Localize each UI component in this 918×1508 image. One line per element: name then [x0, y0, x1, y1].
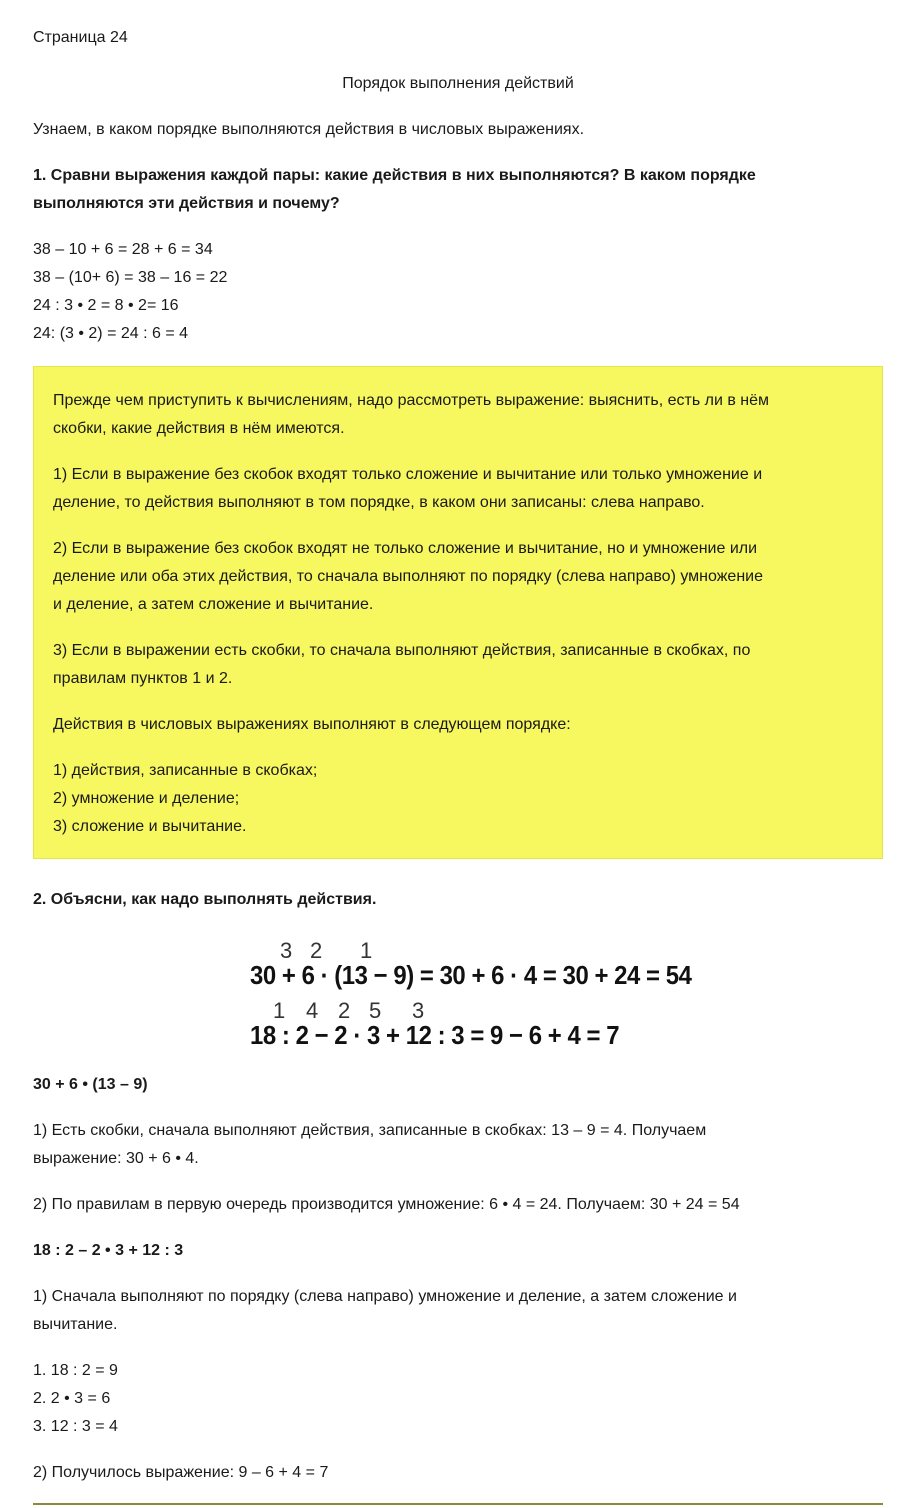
example1-step1: [33, 1117, 883, 1173]
order-number: 1: [273, 998, 286, 1023]
order-number: 4: [306, 998, 319, 1023]
rule-line: деление или оба этих действия, то сначала выполняют по порядку (слева направо) умножение: [53, 568, 763, 585]
expression-line: 24 : 3 • 2 = 8 • 2= 16: [33, 297, 179, 314]
bottom-divider: [33, 1503, 883, 1505]
example1-heading: 30 + 6 • (13 – 9): [33, 1076, 148, 1093]
order-item: 2) умножение и деление;: [53, 790, 240, 807]
order-number: 2: [338, 998, 351, 1023]
rule-line: деление, то действия выполняют в том порядке, в каком они записаны: слева направо.: [53, 494, 705, 511]
page-title: Порядок выполнения действий: [342, 75, 574, 92]
example2-heading: 18 : 2 – 2 • 3 + 12 : 3: [33, 1242, 184, 1259]
page-label: Страница 24: [33, 29, 128, 46]
expression-line: 24: (3 • 2) = 24 : 6 = 4: [33, 325, 189, 342]
order-item: 3) сложение и вычитание.: [53, 818, 247, 835]
rule-line: 2) Если в выражение без скобок входят не только сложение и вычитание, но и умножение или: [53, 540, 758, 557]
order-item: 1) действия, записанные в скобках;: [53, 762, 318, 779]
calc-line: 2. 2 • 3 = 6: [33, 1390, 111, 1407]
order-number: 3: [412, 998, 425, 1023]
order-number: 5: [369, 998, 382, 1023]
rule-line: правилам пунктов 1 и 2.: [53, 670, 233, 687]
rule-line: Действия в числовых выражениях выполняют в следующем порядке:: [53, 716, 571, 733]
math-expression-1: 30 + 6 · (13 − 9) = 30 + 6 · 4 = 30 + 24 = 54: [250, 960, 692, 990]
expression-line: 38 – (10+ 6) = 38 – 16 = 22: [33, 269, 228, 286]
rule-line: 3) Если в выражении есть скобки, то сначала выполняют действия, записанные в скобках, по: [53, 642, 751, 659]
order-list: [53, 757, 868, 841]
task1-heading: [33, 162, 883, 218]
order-number: 2: [310, 938, 323, 963]
calc-line: 3. 12 : 3 = 4: [33, 1418, 118, 1435]
step-line: 1) Есть скобки, сначала выполняют действия, записанные в скобках: 13 – 9 = 4. Получаем: [33, 1122, 707, 1139]
calc-line: 1. 18 : 2 = 9: [33, 1362, 118, 1379]
task2-heading: 2. Объясни, как надо выполнять действия.: [33, 891, 377, 908]
step-line: вычитание.: [33, 1316, 118, 1333]
task1-expressions: [33, 236, 227, 348]
step-line: выражение: 30 + 6 • 4.: [33, 1150, 199, 1167]
order-number: 1: [360, 938, 373, 963]
rule-paragraph: [53, 637, 868, 693]
example1-step2: 2) По правилам в первую очередь производится умножение: 6 • 4 = 24. Получаем: 30 + 24 = 54: [33, 1196, 740, 1213]
math-expression-2: 18 : 2 − 2 · 3 + 12 : 3 = 9 − 6 + 4 = 7: [250, 1020, 620, 1050]
rule-line: 1) Если в выражение без скобок входят только сложение и вычитание или только умножение и: [53, 466, 763, 483]
intro-text: Узнаем, в каком порядке выполняются действия в числовых выражениях.: [33, 121, 585, 138]
rule-line: и деление, а затем сложение и вычитание.: [53, 596, 374, 613]
example2-step1: [33, 1283, 883, 1339]
task1-line: 1. Сравни выражения каждой пары: какие действия в них выполняются? В каком порядке: [33, 167, 756, 184]
step-line: 1) Сначала выполняют по порядку (слева направо) умножение и деление, а затем сложение и: [33, 1288, 737, 1305]
rule-paragraph: [53, 461, 868, 517]
rule-line: скобки, какие действия в нём имеются.: [53, 420, 345, 437]
order-number: 3: [280, 938, 293, 963]
rule-paragraph: [53, 387, 868, 443]
task1-line: выполняются эти действия и почему?: [33, 195, 340, 212]
example2-step2: 2) Получилось выражение: 9 – 6 + 4 = 7: [33, 1464, 329, 1481]
example2-calcs: [33, 1357, 883, 1441]
rule-line: Прежде чем приступить к вычислениям, надо рассмотреть выражение: выяснить, есть ли в нём: [53, 392, 769, 409]
expression-line: 38 – 10 + 6 = 28 + 6 = 34: [33, 241, 213, 258]
rule-paragraph: [53, 535, 868, 619]
rule-paragraph: [53, 711, 868, 739]
rule-box: [33, 366, 883, 859]
